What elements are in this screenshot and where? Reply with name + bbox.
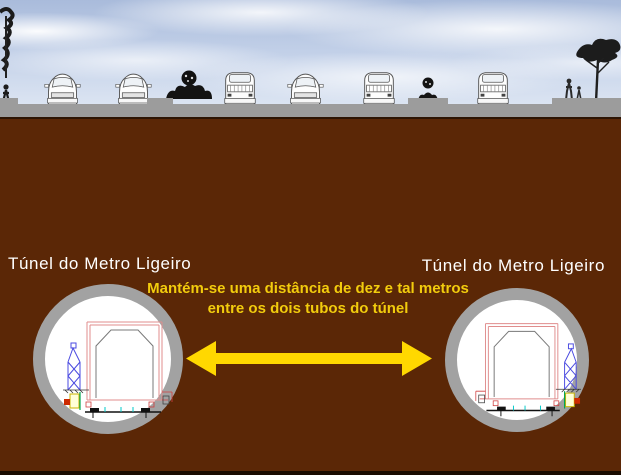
tree-icon — [576, 34, 621, 104]
ornamental-bush-icon — [165, 70, 213, 100]
sidewalk-block — [147, 98, 173, 106]
right-tunnel — [445, 288, 589, 432]
tunnel-cross-section-drawing — [63, 312, 177, 426]
car-front-icon — [285, 71, 326, 108]
car-front-icon — [42, 71, 83, 108]
road-surface — [0, 104, 621, 117]
distance-arrow-icon — [186, 339, 432, 379]
car-rear-icon — [358, 69, 400, 108]
tunnel-cross-section-drawing — [471, 314, 581, 424]
left-tunnel — [33, 284, 183, 434]
distance-annotation-line2: entre os dois tubos do túnel — [207, 300, 409, 317]
distance-annotation-line1: Mantém-se uma distância de dez e tal metros — [147, 280, 469, 297]
left-tunnel-label: Túnel do Metro Ligeiro — [8, 254, 192, 273]
car-rear-icon — [219, 69, 261, 108]
sidewalk-block — [552, 98, 621, 106]
bottom-border — [0, 471, 621, 475]
distance-annotation — [128, 279, 488, 319]
sidewalk-block — [408, 98, 448, 106]
car-rear-icon — [472, 69, 514, 108]
sidewalk-block — [0, 98, 18, 106]
right-tunnel-label: Túnel do Metro Ligeiro — [421, 256, 605, 275]
